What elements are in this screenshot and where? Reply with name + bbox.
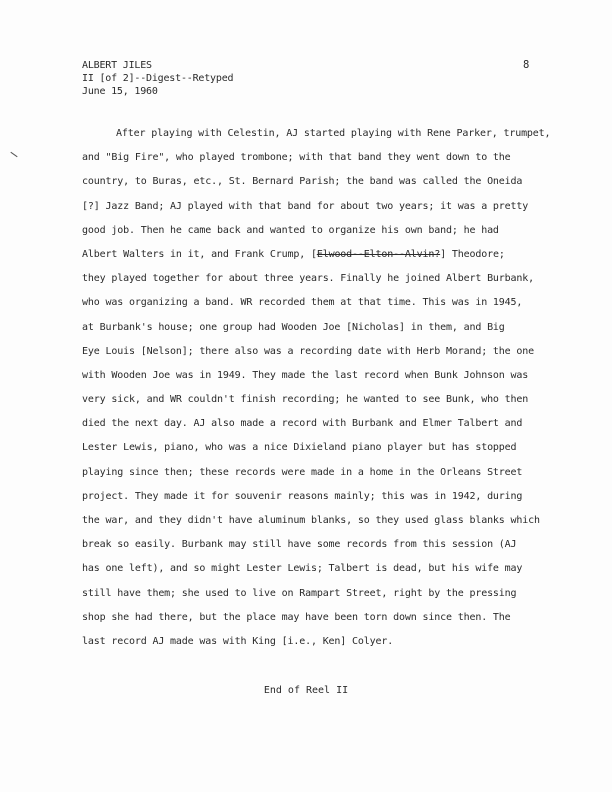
text-line: still have them; she used to live on Rampart Street, right by the pressing [82,587,517,599]
text-line: [?] Jazz Band; AJ played with that band for about two years; it was a pretty [82,200,529,212]
text-line: the war, and they didn't have aluminum blanks, so they used glass blanks which [82,515,540,526]
text-line: they played together for about three years. Finally he joined Albert Burbank, [82,273,535,285]
text-line: very sick, and WR couldn't finish recording; he wanted to see Bunk, who then [82,394,529,406]
struck-names: Elwood--Elton--Alvin? [316,248,441,260]
text-line: country, to Buras, etc., St. Bernard Parish; the band was called the Oneida [82,176,523,188]
page-number: 8 [523,59,530,71]
text-line: playing since then; these records were made in a home in the Orleans Street [82,466,523,478]
text-line: project. They made it for souvenir reasons mainly; this was in 1942, during [82,490,523,502]
text-line: Eye Louis [Nelson]; there also was a recording date with Herb Morand; the one [82,345,535,357]
document-header [82,59,233,98]
interviewee-name: ALBERT JILES [82,60,152,71]
text-line: good job. Then he came back and wanted to organize his own band; he had [82,224,499,236]
text-line: After playing with Celestin, AJ started playing with Rene Parker, trumpet, [116,128,551,139]
text-segment: ] Theodore; [440,248,505,260]
text-line: has one left), and so might Lester Lewis; Talbert is dead, but his wife may [82,563,523,575]
interview-date: June 15, 1960 [82,86,158,97]
text-line: with Wooden Joe was in 1949. They made the last record when Bunk Johnson was [82,369,529,381]
text-line: shop she had there, but the place may have been torn down since then. The [82,611,511,623]
text-line: Lester Lewis, piano, who was a nice Dixieland piano player but has stopped [82,442,517,454]
text-line: died the next day. AJ also made a record with Burbank and Elmer Talbert and [82,418,523,430]
end-of-reel-note: End of Reel II [263,685,349,696]
text-line: at Burbank's house; one group had Wooden Joe [Nicholas] in them, and Big [82,321,505,333]
text-line: last record AJ made was with King [i.e., Ken] Colyer. [82,635,394,647]
text-line: and "Big Fire", who played trombone; with that band they went down to the [82,152,511,164]
reel-info: II [of 2]--Digest--Retyped [82,73,234,84]
text-line: break so easily. Burbank may still have some records from this session (AJ [82,539,517,551]
transcript-body [82,122,552,654]
text-segment: Albert Walters in it, and Frank Crump, [ [82,248,317,260]
text-line: who was organizing a band. WR recorded them at that time. This was in 1945, [82,297,523,309]
text-line-with-strikeout [82,243,552,267]
margin-mark [10,152,17,157]
